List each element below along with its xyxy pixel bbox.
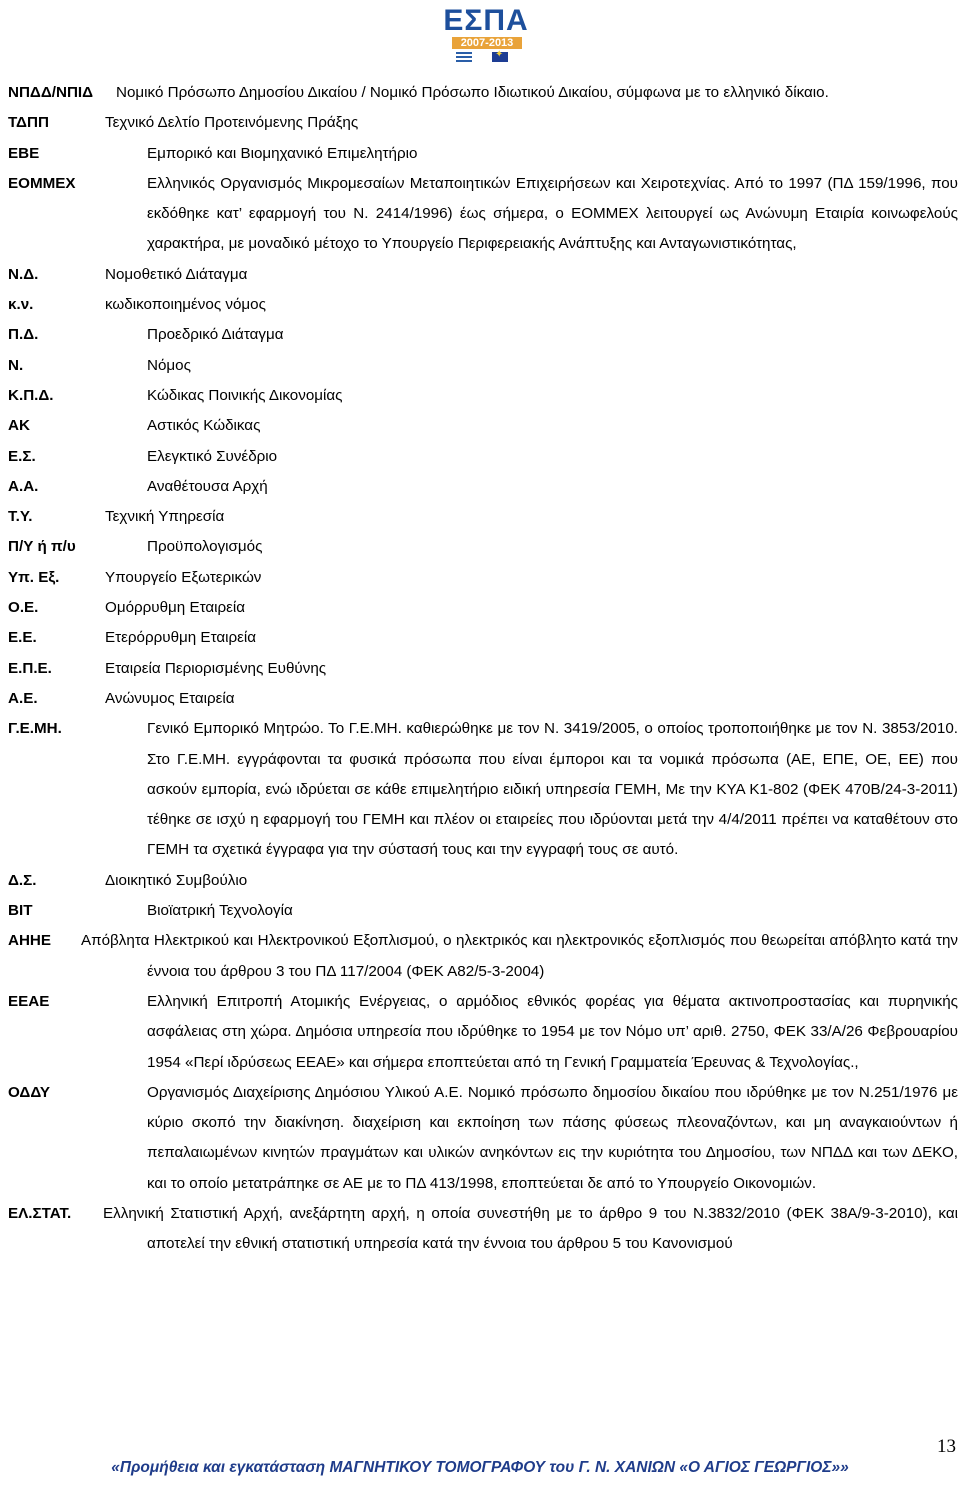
abbreviation-row	[8, 926, 958, 987]
abbreviation-definition: Οργανισμός Διαχείρισης Δημόσιου Υλικού Α.Ε. Νομικό πρόσωπο δημοσίου δικαίου που ιδρύθηκε με τον Ν.251/1976 με κύριο σκοπό την διακίνηση. διαχείριση και εκποίηση των πάσης φύσεως πλεοναζόντων, και μη αναγκαιούντων ή πεπαλαιωμένων κινητών πραγμάτων και υλικών ανηκόντων εις την κυριότητα του Δημοσίου, των ΝΠΔΔ και των ΔΕΚΟ, και το οποίο μετατράπηκε σε ΑΕ με το ΠΔ 413/1998, εποπτεύεται δε από το Υπουργείο Οικονομιών.	[147, 1083, 958, 1192]
abbreviation-term: Α.Α.	[8, 477, 39, 495]
abbreviation-row	[8, 442, 958, 472]
abbreviation-definition: Κώδικας Ποινικής Δικονομίας	[147, 386, 343, 404]
eu-flag-icon	[492, 52, 508, 62]
abbreviation-row	[8, 1078, 958, 1199]
abbreviation-term: Ε.Σ.	[8, 447, 36, 465]
abbreviation-term: Ν.Δ.	[8, 265, 39, 283]
abbreviation-row	[8, 290, 958, 320]
abbreviation-term: Κ.Π.Δ.	[8, 386, 54, 404]
abbreviation-term: Ν.	[8, 356, 24, 374]
abbreviation-row	[8, 320, 958, 350]
abbreviation-definition: Προϋπολογισμός	[147, 538, 263, 556]
abbreviation-row	[8, 351, 958, 381]
abbreviation-definition: Νόμος	[147, 356, 191, 374]
footer-title: «Προμήθεια και εγκατάσταση ΜΑΓΝΗΤΙΚΟΥ ΤΟΜΟΓΡΑΦΟΥ του Γ. Ν. ΧΑΝΙΩΝ «Ο ΑΓΙΟΣ ΓΕΩΡΓΙΟΣ»»	[111, 1459, 849, 1476]
abbreviation-definition: Προεδρικό Διάταγμα	[147, 326, 284, 344]
abbreviation-term: Α.Ε.	[8, 689, 38, 707]
abbreviation-definition: Τεχνικό Δελτίο Προτεινόμενης Πράξης	[105, 114, 359, 132]
abbreviation-row	[8, 593, 958, 623]
abbreviation-row	[8, 987, 958, 1078]
abbreviation-term: Π/Υ ή π/υ	[8, 538, 76, 556]
abbreviation-term: ΝΠΔΔ/ΝΠΙΔ	[8, 84, 94, 101]
espa-logo	[430, 6, 542, 66]
abbreviation-row	[8, 684, 958, 714]
abbreviation-definition: Τεχνική Υπηρεσία	[105, 508, 225, 526]
abbreviation-row	[8, 896, 958, 926]
abbreviation-row	[8, 411, 958, 441]
abbreviation-row	[8, 866, 958, 896]
logo-years: 2007-2013	[452, 37, 522, 49]
abbreviation-row	[8, 563, 958, 593]
abbreviation-term: Γ.Ε.ΜΗ.	[8, 720, 62, 738]
abbreviation-term: Δ.Σ.	[8, 871, 37, 889]
abbreviation-definition: Αστικός Κώδικας	[147, 417, 261, 435]
abbreviation-row	[8, 654, 958, 684]
abbreviation-definition: Ελληνικός Οργανισμός Μικρομεσαίων Μεταποιητικών Επιχειρήσεων και Χειροτεχνίας. Από το 1997 (ΠΔ 159/1996, που εκδόθηκε κατ’ εφαρμογή του Ν. 2414/1996) έως σήμερα, ο ΕΟΜΜΕΧ λειτουργεί ως Ανώνυμη Εταιρία κοινωφελούς χαρακτήρα, με μοναδικό μέτοχο το Υπουργείο Περιφερειακής Ανάπτυξης και Ανταγωνιστικότητας,	[147, 174, 958, 253]
abbreviation-term: ΕΕΑΕ	[8, 992, 50, 1010]
abbreviation-definition: Ελληνική Στατιστική Αρχή, ανεξάρτητη αρχή, η οποία συνεστήθη με το άρθρο 9 του Ν.3832/2010 (ΦΕΚ 38Α/9-3-2010), και αποτελεί την εθνική στατιστική υπηρεσία κατά την έννοια του άρθρου 5 του Κανονισμού	[103, 1204, 958, 1253]
abbreviation-row	[8, 472, 958, 502]
abbreviation-row	[8, 260, 958, 290]
abbreviation-term: Υπ. Εξ.	[8, 568, 60, 586]
abbreviation-row	[8, 532, 958, 562]
abbreviation-row	[8, 502, 958, 532]
abbreviation-row	[8, 139, 958, 169]
abbreviation-term: ΕΟΜΜΕΧ	[8, 174, 76, 192]
logo-flags	[452, 52, 522, 62]
abbreviation-term: ΕΒΕ	[8, 144, 40, 162]
abbreviation-definition: Ετερόρρυθμη Εταιρεία	[105, 629, 257, 647]
abbreviation-term: ΟΔΔΥ	[8, 1083, 50, 1101]
abbreviation-row	[8, 169, 958, 260]
abbreviation-definition: Εμπορικό και Βιομηχανικό Επιμελητήριο	[147, 144, 418, 162]
abbreviation-term: Ε.Π.Ε.	[8, 659, 52, 677]
abbreviation-row	[8, 714, 958, 865]
abbreviation-definition: Ελληνική Επιτροπή Ατομικής Ενέργειας, ο αρμόδιος εθνικός φορέας για θέματα ακτινοπροστασίας και πυρηνικής ασφάλειας στη χώρα. Δημόσια υπηρεσία που ιδρύθηκε το 1954 με τον Νόμο υπ’ αριθ. 2750, ΦΕΚ 33/Α/26 Φεβρουαρίου 1954 «Περί ιδρύσεως ΕΕΑΕ» και σήμερα εποπτεύεται από τη Γενική Γραμματεία Έρευνας & Τεχνολογίας.,	[147, 992, 958, 1071]
abbreviation-definition: Γενικό Εμπορικό Μητρώο. Το Γ.Ε.ΜΗ. καθιερώθηκε με τον Ν. 3419/2005, ο οποίος τροποποιήθηκε με τον Ν. 3853/2010. Στο Γ.Ε.ΜΗ. εγγράφονται τα φυσικά πρόσωπα που είναι έμποροι και τα νομικά πρόσωπα (ΑΕ, ΕΠΕ, ΟΕ, ΕΕ) που ασκούν εμπορία, ενώ ιδρύεται σε κάθε επιμελητήριο ειδική υπηρεσία ΓΕΜΗ, Με την ΚΥΑ Κ1-802 (ΦΕΚ 470Β/24-3-2011) τέθηκε σε ισχύ η εφαρμογή του ΓΕΜΗ και πλέον οι εταιρείες που ιδρύονται μετά την 4/4/2011 πρέπει να καταθέτουν στο ΓΕΜΗ τα σχετικά έγγραφα για την σύστασή τους και την εγγραφή τους σε αυτό.	[147, 720, 958, 859]
abbreviation-definition: Βιοϊατρική Τεχνολογία	[147, 902, 293, 920]
abbreviation-term: ΕΛ.ΣΤΑΤ.	[8, 1204, 72, 1222]
abbreviation-term: κ.ν.	[8, 296, 34, 314]
abbreviation-definition: Νομικό Πρόσωπο Δημοσίου Δικαίου / Νομικό Πρόσωπο Ιδιωτικού Δικαίου, σύμφωνα με το ελληνικό δίκαιο.	[116, 84, 829, 101]
abbreviation-term: Ο.Ε.	[8, 599, 39, 617]
abbreviation-row	[8, 381, 958, 411]
abbreviation-definition: Απόβλητα Ηλεκτρικού και Ηλεκτρονικού Εξοπλισμού, ο ηλεκτρικός και ηλεκτρονικός εξοπλισμός που θεωρείται απόβλητο κατά την έννοια του άρθρου 3 του ΠΔ 117/2004 (ΦΕΚ Α82/5-3-2004)	[81, 932, 958, 980]
abbreviation-row	[8, 78, 958, 108]
logo-title: ΕΣΠΑ	[443, 4, 529, 37]
abbreviation-row	[8, 1199, 958, 1260]
abbreviation-definition: Εταιρεία Περιορισμένης Ευθύνης	[105, 659, 327, 677]
abbreviation-definition: Διοικητικό Συμβούλιο	[105, 871, 248, 889]
abbreviation-term: ΑΗΗΕ	[8, 932, 52, 950]
abbreviation-term: Τ.Υ.	[8, 508, 33, 526]
abbreviation-term: ΑΚ	[8, 417, 30, 435]
abbreviation-definition: Νομοθετικό Διάταγμα	[105, 265, 248, 283]
abbreviation-definition: Υπουργείο Εξωτερικών	[105, 568, 262, 586]
abbreviation-definition: Ανώνυμος Εταιρεία	[105, 689, 235, 707]
abbreviation-term: Π.Δ.	[8, 326, 39, 344]
page-number: 13	[937, 1436, 956, 1457]
abbreviation-definition: Αναθέτουσα Αρχή	[147, 477, 268, 495]
abbreviation-row	[8, 108, 958, 138]
abbreviation-definition: Ελεγκτικό Συνέδριο	[147, 447, 278, 465]
greek-flag-icon	[456, 52, 472, 62]
abbreviation-term: ΒΙΤ	[8, 902, 33, 920]
abbreviation-term: ΤΔΠΠ	[8, 114, 49, 132]
abbreviation-term: Ε.Ε.	[8, 629, 37, 647]
abbreviation-definition: Ομόρρυθμη Εταιρεία	[105, 599, 246, 617]
abbreviation-definition: κωδικοποιημένος νόμος	[105, 296, 266, 314]
abbreviations-list	[8, 78, 958, 1260]
abbreviation-row	[8, 623, 958, 653]
